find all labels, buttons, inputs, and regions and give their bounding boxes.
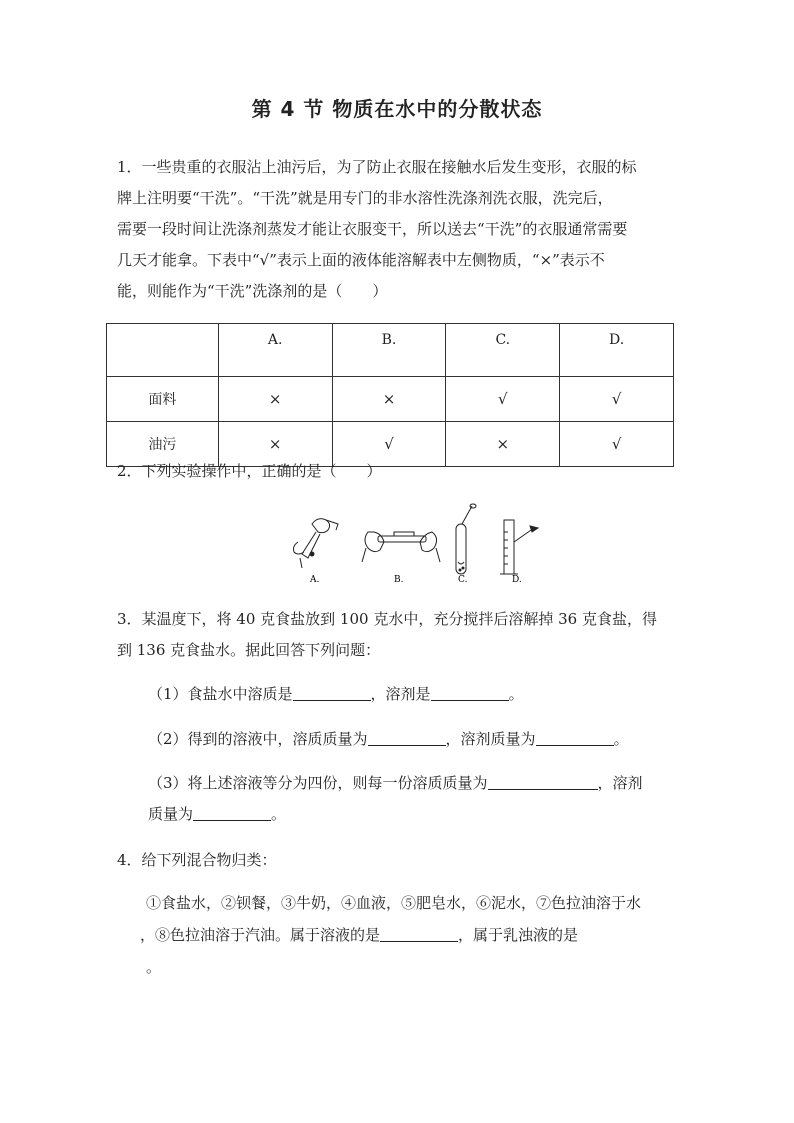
table-header-cell: D. <box>560 324 674 377</box>
sub-1-text: 。 <box>508 685 524 703</box>
table-cell: √ <box>446 377 560 422</box>
question-4-heading: 4．给下列混合物归类： <box>117 851 277 869</box>
question-3-sub-1 <box>148 684 524 704</box>
page-title: 第 4 节 物质在水中的分散状态 <box>251 97 543 121</box>
answer-blank[interactable] <box>488 774 598 790</box>
question-3-sub-3-cont <box>148 804 286 824</box>
q4-text: ，属于乳浊液的是 <box>458 926 579 944</box>
question-4-line: ①食盐水，②钡餐，③牛奶，④血液，⑤肥皂水，⑥泥水，⑦色拉油溶于水 <box>146 894 642 912</box>
question-2-text: 2．下列实验操作中，正确的是（ ） <box>117 462 382 480</box>
question-4-line: 。 <box>146 958 162 976</box>
question-1-line: 1．一些贵重的衣服沾上油污后，为了防止衣服在接触水后发生变形，衣服的标 <box>117 158 637 176</box>
figure-label-a: A. <box>310 575 320 585</box>
figure-label-c: C. <box>458 575 468 585</box>
sub-3-text: （3）将上述溶液等分为四份，则每一份溶质质量为 <box>148 774 488 792</box>
sub-1-text: （1）食盐水中溶质是 <box>148 685 293 703</box>
table-cell: √ <box>332 422 446 467</box>
question-3-sub-2 <box>148 729 629 749</box>
figure-b-illustration <box>362 532 440 562</box>
table-row <box>107 377 674 422</box>
table-row-label: 油污 <box>107 422 219 467</box>
sub-2-text: （2）得到的溶液中，溶质质量为 <box>148 730 368 748</box>
sub-3-text: ，溶剂 <box>597 774 643 792</box>
figure-label-b: B. <box>394 575 404 585</box>
table-header-cell: A. <box>218 324 332 377</box>
answer-blank[interactable] <box>536 730 614 746</box>
answer-blank[interactable] <box>193 805 271 821</box>
sub-3-text: 。 <box>271 805 287 823</box>
question-3-sub-3 <box>148 773 643 793</box>
figure-a-illustration <box>294 519 339 568</box>
question-3-line: 3．某温度下，将 40 克食盐放到 100 克水中，充分搅拌后溶解掉 36 克食盐，得 <box>117 610 657 628</box>
figure-d-illustration <box>500 520 538 574</box>
table-header-cell: C. <box>446 324 560 377</box>
question-1-line: 需要一段时间让洗涤剂蒸发才能让衣服变干，所以送去“干洗”的衣服通常需要 <box>117 220 628 238</box>
figure-c-illustration <box>456 504 476 574</box>
q4-text: ，⑧色拉油溶于汽油。属于溶液的是 <box>140 926 381 944</box>
lab-operations-figure <box>282 502 552 588</box>
table-row <box>107 422 674 467</box>
table-row-label: 面料 <box>107 377 219 422</box>
answer-blank[interactable] <box>293 685 371 701</box>
table-header-row <box>107 324 674 377</box>
question-4-line <box>140 925 578 945</box>
table-cell: √ <box>560 422 674 467</box>
figure-label-d: D. <box>512 575 522 585</box>
answer-blank[interactable] <box>368 730 446 746</box>
question-1-line: 能，则能作为“干洗”洗涤剂的是（ ） <box>117 282 388 300</box>
question-1-line: 几天才能拿。下表中“√”表示上面的液体能溶解表中左侧物质，“×”表示不 <box>117 251 605 269</box>
question-1-line: 牌上注明要“干洗”。“干洗”就是用专门的非水溶性洗涤剂洗衣服，洗完后， <box>117 189 613 207</box>
sub-2-text: ，溶剂质量为 <box>445 730 536 748</box>
table-cell: √ <box>560 377 674 422</box>
table-cell: × <box>446 422 560 467</box>
sub-1-text: ，溶剂是 <box>370 685 431 703</box>
options-table <box>106 323 674 467</box>
sub-3-text: 质量为 <box>148 805 194 823</box>
answer-blank[interactable] <box>431 685 509 701</box>
table-cell: × <box>332 377 446 422</box>
table-header-cell <box>107 324 219 377</box>
table-header-cell: B. <box>332 324 446 377</box>
table-cell: × <box>218 422 332 467</box>
answer-blank[interactable] <box>380 926 458 942</box>
table-cell: × <box>218 377 332 422</box>
sub-2-text: 。 <box>613 730 629 748</box>
question-3-line: 到 136 克食盐水。据此回答下列问题： <box>117 641 381 659</box>
